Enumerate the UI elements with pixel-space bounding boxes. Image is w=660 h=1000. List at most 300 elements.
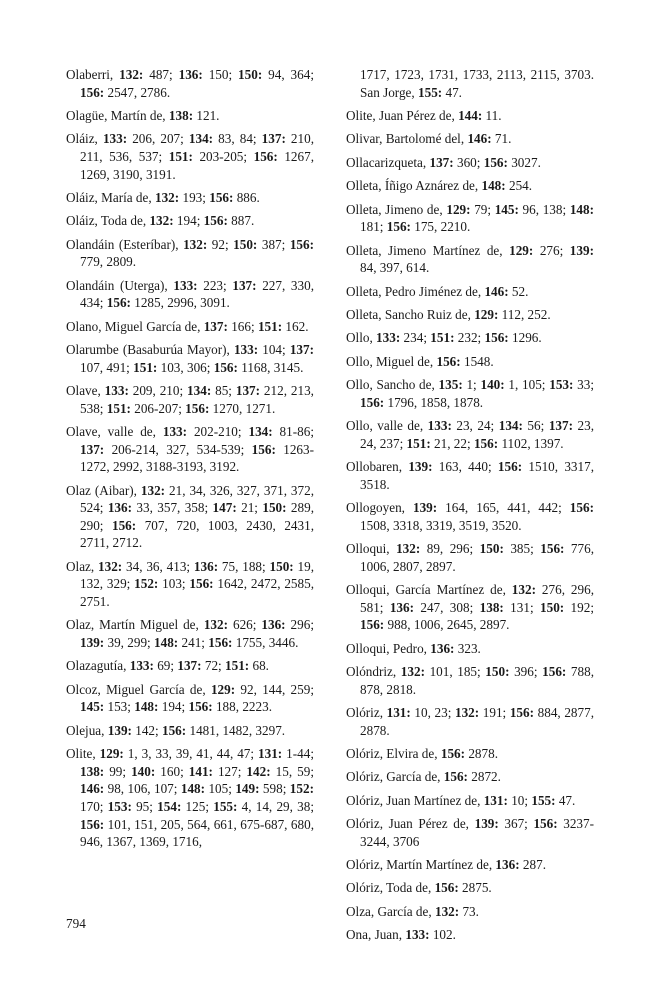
entry-text: 212, 213, 538; <box>80 383 314 416</box>
entry-text: Olaz, Martín Miguel de, <box>66 617 204 633</box>
entry-text: Olagüe, Martín de, <box>66 107 169 123</box>
volume-number: 156: <box>251 441 276 457</box>
volume-number: 137: <box>429 154 454 170</box>
volume-number: 132: <box>140 482 166 498</box>
entry-text: 296; <box>285 617 314 633</box>
index-entry <box>66 341 314 376</box>
entry-text: Olloqui, <box>346 541 397 557</box>
volume-number: 145: <box>494 201 519 217</box>
entry-text: 107, 491; <box>80 359 134 375</box>
index-entry <box>346 353 594 371</box>
entry-text: 254. <box>505 178 533 194</box>
index-entry <box>66 558 314 611</box>
index-entry <box>66 277 314 312</box>
entry-text: 160; <box>155 763 189 779</box>
volume-number: 134: <box>498 418 523 434</box>
volume-number: 156: <box>443 769 468 785</box>
volume-number: 131: <box>483 792 508 808</box>
volume-number: 131: <box>258 746 283 762</box>
entry-text: 153; <box>104 699 135 715</box>
volume-number: 132: <box>511 582 536 597</box>
volume-number: 151: <box>106 400 131 416</box>
index-entry <box>66 130 314 183</box>
entry-text: 886. <box>233 189 260 205</box>
volume-number: 156: <box>80 84 105 100</box>
volume-number: 155: <box>213 798 238 814</box>
volume-number: 129: <box>509 242 534 258</box>
volume-number: 156: <box>208 634 233 650</box>
volume-number: 136: <box>178 67 203 82</box>
entry-text: 276, 296, 581; <box>360 582 594 615</box>
volume-number: 142: <box>246 763 271 779</box>
volume-number: 137: <box>80 441 105 457</box>
entry-text: 83, 84; <box>213 131 262 147</box>
index-entry <box>346 856 594 874</box>
entry-text: Ollo, Miguel de, <box>346 353 437 369</box>
entry-text: 103; <box>158 576 190 592</box>
entry-text: 1285, 2996, 3091. <box>130 295 230 311</box>
volume-number: 152: <box>289 781 314 797</box>
volume-number: 132: <box>454 704 480 720</box>
entry-text: 84, 397, 614. <box>360 260 430 276</box>
entry-text: 101, 185; <box>424 663 486 679</box>
index-entry <box>66 318 314 336</box>
entry-text: 104; <box>258 342 290 358</box>
index-entry <box>346 815 594 850</box>
volume-number: 151: <box>257 318 283 334</box>
entry-text: Ollobaren, <box>346 459 409 475</box>
index-entry <box>346 745 594 763</box>
volume-number: 150: <box>540 599 565 615</box>
volume-number: 129: <box>99 746 124 762</box>
volume-number: 133: <box>427 418 452 434</box>
index-entry <box>346 242 594 277</box>
entry-text: 142; <box>131 722 162 738</box>
volume-number: 153: <box>549 377 574 393</box>
volume-number: 132: <box>203 617 228 633</box>
entry-text: 94, 364; <box>262 67 314 82</box>
volume-number: 147: <box>212 500 237 516</box>
index-entry <box>66 482 314 552</box>
volume-number: 138: <box>168 107 194 123</box>
entry-text: Olave, valle de, <box>66 424 163 440</box>
volume-number: 133: <box>129 658 154 674</box>
entry-text: 2875. <box>458 880 492 896</box>
volume-number: 148: <box>481 178 506 194</box>
entry-text: Olite, <box>66 746 100 762</box>
entry-text: 10, 23; <box>410 704 455 720</box>
volume-number: 151: <box>430 330 455 346</box>
index-column-right <box>346 66 594 950</box>
volume-number: 156: <box>386 219 411 235</box>
entry-text: 209, 210; <box>128 383 188 399</box>
entry-text: 206, 207; <box>127 131 189 147</box>
entry-text: 247, 308; <box>414 599 480 615</box>
index-entry <box>66 189 314 207</box>
index-entry <box>346 130 594 148</box>
entry-text: 194; <box>158 699 189 715</box>
volume-number: 156: <box>161 722 187 738</box>
entry-text: 232; <box>454 330 485 346</box>
volume-number: 156: <box>569 500 594 516</box>
volume-number: 152: <box>134 576 159 592</box>
entry-text: 1, 105; <box>504 377 550 393</box>
entry-text: 81-86; <box>272 424 314 440</box>
volume-number: 155: <box>531 792 556 808</box>
entry-text: 887. <box>227 213 255 229</box>
page-number: 794 <box>66 916 86 931</box>
entry-text: Olazagutía, <box>66 658 130 674</box>
index-entry <box>66 681 314 716</box>
volume-number: 132: <box>119 67 144 82</box>
volume-number: 156: <box>483 154 508 170</box>
entry-text: Oláiz, <box>66 131 103 147</box>
volume-number: 151: <box>406 435 431 451</box>
entry-text: 779, 2809. <box>80 254 137 270</box>
volume-number: 137: <box>203 318 228 334</box>
entry-text: 241; <box>178 634 209 650</box>
volume-number: 148: <box>180 781 206 797</box>
volume-number: 137: <box>177 658 202 674</box>
entry-text: Ollogoyen, <box>346 500 413 516</box>
volume-number: 133: <box>173 277 198 293</box>
index-entry <box>346 417 594 452</box>
volume-number: 156: <box>533 816 558 832</box>
index-entry <box>346 376 594 411</box>
volume-number: 132: <box>154 189 180 205</box>
entry-text: 47. <box>555 792 576 808</box>
index-entry <box>346 792 594 810</box>
entry-text: 1510, 3317, 3518. <box>360 459 595 492</box>
volume-number: 156: <box>185 400 210 416</box>
entry-text: Ollo, Sancho de, <box>346 377 439 393</box>
entry-text: 21, 22; <box>430 435 474 451</box>
volume-number: 133: <box>102 131 128 147</box>
entry-text: 3237-3244, 3706 <box>360 816 594 849</box>
entry-text: 89, 296; <box>420 541 480 557</box>
entry-text: 1717, 1723, 1731, 1733, 2113, 2115, 3703. San Jorge, <box>360 67 594 100</box>
index-entry <box>346 306 594 324</box>
entry-text: 367; <box>498 816 534 832</box>
entry-text: 99; <box>104 763 132 779</box>
entry-text: 1102, 1397. <box>498 435 564 451</box>
entry-text: 3027. <box>507 154 541 170</box>
index-entry <box>66 107 314 125</box>
volume-number: 133: <box>233 342 259 358</box>
entry-text: 19, 132, 329; <box>80 558 314 592</box>
volume-number: 156: <box>540 541 565 557</box>
volume-number: 135: <box>438 377 463 393</box>
index-entry <box>346 663 594 698</box>
entry-text: Olite, Juan Pérez de, <box>346 107 459 123</box>
entry-text: 95; <box>131 798 158 814</box>
entry-text: 23, 24; <box>451 418 499 434</box>
entry-text: 1755, 3446. <box>232 634 299 650</box>
entry-text: 34, 36, 413; <box>122 558 194 574</box>
entry-text: 21; <box>236 500 263 516</box>
volume-number: 136: <box>193 558 219 574</box>
entry-text: 1548. <box>460 353 494 369</box>
entry-text: Olóndriz, <box>346 663 401 679</box>
index-entry <box>66 616 314 651</box>
entry-text: 150; <box>202 67 239 82</box>
volume-number: 156: <box>497 459 523 475</box>
volume-number: 156: <box>213 359 238 375</box>
volume-number: 150: <box>485 663 510 679</box>
volume-number: 148: <box>569 201 594 217</box>
entry-text: 175, 2210. <box>410 219 471 235</box>
entry-text: 85; <box>211 383 236 399</box>
entry-text: 206-207; <box>130 400 186 416</box>
entry-text: 227, 330, 434; <box>80 277 315 311</box>
entry-text: 98, 106, 107; <box>104 781 181 797</box>
entry-text: Olloqui, García Martínez de, <box>346 582 512 597</box>
entry-text: Olaz (Aibar), <box>66 482 141 498</box>
entry-text: 68. <box>249 658 269 674</box>
volume-number: 132: <box>400 663 425 679</box>
volume-number: 156: <box>440 745 466 761</box>
index-entry <box>346 499 594 534</box>
entry-text: 11. <box>482 107 502 123</box>
volume-number: 144: <box>458 107 483 123</box>
entry-text: Ollacarizqueta, <box>346 154 430 170</box>
entry-text: 276; <box>533 242 570 258</box>
volume-number: 156: <box>188 699 213 715</box>
volume-number: 136: <box>107 500 133 516</box>
entry-text: Olóriz, García de, <box>346 769 444 785</box>
entry-text: Olleta, Jimeno Martínez de, <box>346 242 510 258</box>
volume-number: 146: <box>484 283 509 299</box>
entry-text: 192; <box>564 599 594 615</box>
entry-text: 1, 3, 33, 39, 41, 44, 47; <box>123 746 259 762</box>
volume-number: 148: <box>134 699 159 715</box>
index-entry <box>346 926 594 944</box>
entry-text: 162. <box>282 318 309 334</box>
volume-number: 156: <box>253 148 278 164</box>
index-entry <box>66 212 314 230</box>
entry-text: 56; <box>522 418 549 434</box>
entry-text: 1270, 1271. <box>209 400 276 416</box>
volume-number: 139: <box>474 816 499 832</box>
entry-text: Olóriz, Elvira de, <box>346 745 441 761</box>
entry-text: 1508, 3318, 3319, 3519, 3520. <box>360 517 522 533</box>
index-entry <box>66 423 314 476</box>
volume-number: 156: <box>106 295 131 311</box>
entry-text: 69; <box>153 658 178 674</box>
entry-text: 1296. <box>508 330 542 346</box>
volume-number: 156: <box>360 394 385 410</box>
volume-number: 129: <box>210 681 236 697</box>
volume-number: 148: <box>154 634 179 650</box>
index-entry <box>346 704 594 739</box>
index-entry <box>346 879 594 897</box>
entry-text: Olave, <box>66 383 105 399</box>
volume-number: 156: <box>203 213 228 229</box>
volume-number: 137: <box>261 131 286 147</box>
entry-text: Olivar, Bartolomé del, <box>346 131 468 147</box>
volume-number: 139: <box>80 634 105 650</box>
entry-text: Oláiz, Toda de, <box>66 213 150 229</box>
volume-number: 134: <box>248 424 273 440</box>
entry-text: 166; <box>227 318 258 334</box>
entry-text: Ollo, valle de, <box>346 418 428 434</box>
index-entry-continued <box>346 66 594 101</box>
entry-text: 2872. <box>467 769 501 785</box>
volume-number: 131: <box>386 704 411 720</box>
volume-number: 156: <box>289 236 314 252</box>
volume-number: 138: <box>80 763 105 779</box>
entry-text: 202-210; <box>187 424 249 440</box>
entry-text: Olóriz, <box>346 704 387 720</box>
entry-text: 79; <box>470 201 495 217</box>
entry-text: Olza, García de, <box>346 903 435 919</box>
entry-text: 103, 306; <box>157 359 214 375</box>
entry-text: 23, 24, 237; <box>360 418 594 451</box>
volume-number: 156: <box>434 880 459 896</box>
volume-number: 145: <box>80 699 105 715</box>
entry-text: Olaz, <box>66 558 99 574</box>
entry-text: 170; <box>80 798 108 814</box>
volume-number: 133: <box>376 330 401 346</box>
entry-text: Olcoz, Miguel García de, <box>66 681 211 697</box>
entry-text: 1263-1272, 2992, 3188-3193, 3192. <box>80 441 314 475</box>
index-entry <box>346 329 594 347</box>
entry-text: 396; <box>509 663 543 679</box>
entry-text: Olleta, Sancho Ruiz de, <box>346 306 475 322</box>
entry-text: 1168, 3145. <box>237 359 304 375</box>
volume-number: 146: <box>80 781 105 797</box>
entry-text: 33; <box>573 377 594 393</box>
volume-number: 132: <box>434 903 460 919</box>
entry-text: 102. <box>429 927 456 943</box>
entry-text: 387; <box>257 236 290 252</box>
entry-text: 193; <box>179 189 210 205</box>
index-entry <box>66 236 314 271</box>
entry-text: 289, 290; <box>80 500 314 533</box>
entry-text: 884, 2877, 2878. <box>360 704 594 738</box>
index-entry <box>346 201 594 236</box>
volume-number: 139: <box>412 500 438 516</box>
entry-text: 2547, 2786. <box>104 84 171 100</box>
entry-text: 10; <box>507 792 532 808</box>
volume-number: 150: <box>479 541 504 557</box>
entry-text: 75, 188; <box>218 558 270 574</box>
volume-number: 154: <box>157 798 182 814</box>
volume-number: 156: <box>484 330 509 346</box>
volume-number: 150: <box>233 236 258 252</box>
volume-number: 156: <box>360 617 385 633</box>
entry-text: 181; <box>360 219 387 235</box>
entry-text: 131; <box>503 599 540 615</box>
entry-text: 223; <box>197 277 233 293</box>
index-entry <box>66 657 314 675</box>
entry-text: 4, 14, 29, 38; <box>237 798 315 814</box>
volume-number: 150: <box>238 67 263 82</box>
entry-text: 776, 1006, 2807, 2897. <box>360 541 595 574</box>
entry-text: 47. <box>442 84 462 100</box>
volume-number: 151: <box>225 658 250 674</box>
volume-number: 136: <box>430 640 455 656</box>
entry-text: Olandáin (Esteríbar), <box>66 236 184 252</box>
entry-text: 73. <box>459 903 479 919</box>
volume-number: 156: <box>209 189 234 205</box>
entry-text: 234; <box>400 330 431 346</box>
entry-text: 323. <box>454 640 481 656</box>
entry-text: 203-205; <box>192 148 254 164</box>
index-entry <box>346 154 594 172</box>
index-entry <box>346 581 594 634</box>
volume-number: 153: <box>107 798 132 814</box>
entry-text: 626; <box>228 617 262 633</box>
volume-number: 136: <box>389 599 414 615</box>
volume-number: 150: <box>269 558 294 574</box>
volume-number: 140: <box>480 377 505 393</box>
entry-text: 1642, 2472, 2585, 2751. <box>80 576 315 609</box>
index-entry <box>66 382 314 417</box>
volume-number: 139: <box>408 459 433 475</box>
volume-number: 132: <box>98 558 123 574</box>
entry-text: 105; <box>205 781 236 797</box>
index-entry <box>66 745 314 851</box>
volume-number: 156: <box>80 816 105 832</box>
volume-number: 155: <box>418 84 443 100</box>
entry-text: Olleta, Jimeno de, <box>346 201 447 217</box>
index-entry <box>346 640 594 658</box>
entry-text: 2878. <box>465 745 498 761</box>
entry-text: Olarumbe (Basaburúa Mayor), <box>66 342 234 358</box>
volume-number: 156: <box>509 704 535 720</box>
volume-number: 132: <box>396 541 421 557</box>
entry-text: 1267, 1269, 3190, 3191. <box>80 148 314 182</box>
entry-text: 121. <box>193 107 220 123</box>
volume-number: 156: <box>189 576 214 592</box>
entry-text: Olóriz, Martín Martínez de, <box>346 857 496 873</box>
entry-text: 164, 165, 441, 442; <box>437 500 570 516</box>
index-entry <box>346 540 594 575</box>
entry-text: 33, 357, 358; <box>132 500 213 516</box>
index-entry <box>66 66 314 101</box>
entry-text: 487; <box>143 67 179 82</box>
index-entry <box>346 768 594 786</box>
entry-text: 21, 34, 326, 327, 371, 372, 524; <box>80 482 315 516</box>
entry-text: 92, 144, 259; <box>235 681 315 697</box>
volume-number: 138: <box>479 599 504 615</box>
entry-text: Olaberri, <box>66 67 120 82</box>
entry-text: Olóriz, Toda de, <box>346 880 435 896</box>
index-entry <box>346 107 594 125</box>
volume-number: 137: <box>289 342 314 358</box>
entry-text: 194; <box>173 213 204 229</box>
entry-text: 788, 878, 2818. <box>360 663 595 697</box>
entry-text: 360; <box>453 154 484 170</box>
index-entry <box>66 722 314 740</box>
entry-text: 707, 720, 1003, 2430, 2431, 2711, 2712. <box>80 517 314 551</box>
entry-text: Olóriz, Juan Pérez de, <box>346 816 475 832</box>
entry-text: Olleta, Pedro Jiménez de, <box>346 283 485 299</box>
entry-text: 112, 252. <box>498 306 551 322</box>
entry-text: Olóriz, Juan Martínez de, <box>346 792 484 808</box>
entry-text: 39, 299; <box>104 634 155 650</box>
entry-text: Ona, Juan, <box>346 927 406 943</box>
entry-text: 163, 440; <box>432 459 498 475</box>
volume-number: 156: <box>473 435 499 451</box>
volume-number: 141: <box>188 763 213 779</box>
volume-number: 132: <box>149 213 174 229</box>
index-entry <box>346 283 594 301</box>
volume-number: 133: <box>162 424 188 440</box>
index-entry <box>346 458 594 493</box>
entry-text: Olejua, <box>66 722 108 738</box>
